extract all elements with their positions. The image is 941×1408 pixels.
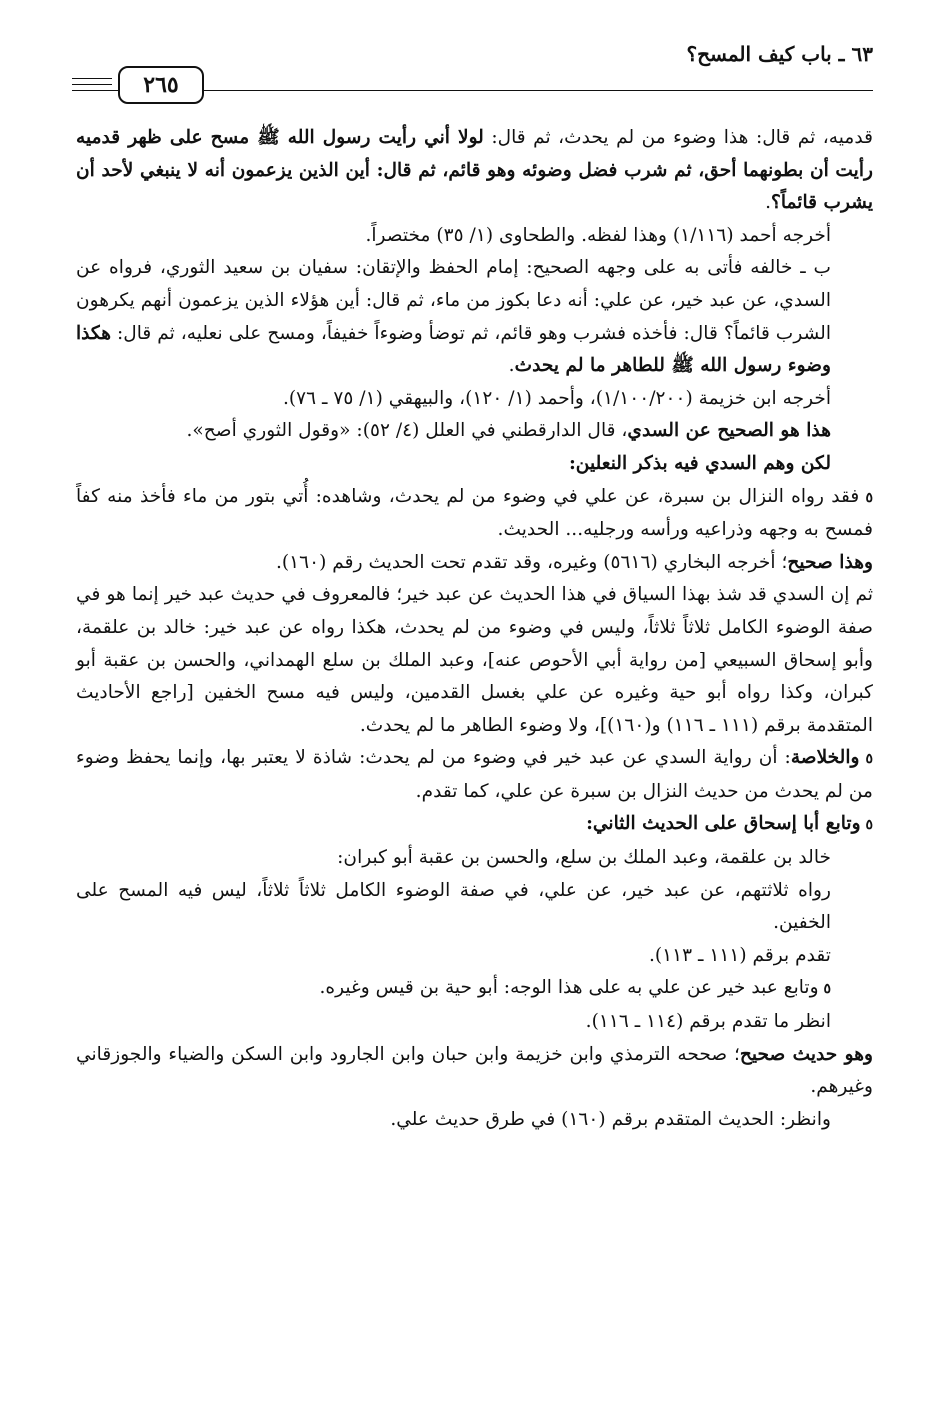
bold-text: وهذا صحيح bbox=[787, 551, 873, 573]
bullet-marker: ٥ bbox=[860, 817, 873, 834]
paragraph bbox=[76, 383, 873, 416]
text-run: ، قال الدارقطني في العلل (٤/ ٥٢): «وقول الثوري أصح». bbox=[186, 420, 628, 442]
paragraph bbox=[76, 842, 873, 875]
bold-text: لكن وهم السدي فيه بذكر النعلين: bbox=[568, 452, 831, 474]
bold-text: هذا هو الصحيح عن السدي bbox=[627, 420, 831, 442]
header-rule-left-top bbox=[72, 78, 112, 79]
paragraph bbox=[76, 448, 873, 481]
text-run: : أن رواية السدي عن عبد خير في وضوء من لم يحدث: شاذة لا يعتبر بها، وإنما يحفظ وضوء من لم يحدث من حديث النزال بن سبرة عن علي، كما تقدم. bbox=[76, 747, 873, 802]
paragraph bbox=[76, 579, 873, 742]
text-run: قدميه، ثم قال: هذا وضوء من لم يحدث، ثم قال: bbox=[483, 127, 873, 148]
bold-text: والخلاصة bbox=[790, 747, 860, 769]
paragraph bbox=[76, 808, 873, 842]
paragraph bbox=[76, 1006, 873, 1039]
paragraph bbox=[76, 1104, 873, 1137]
paragraph bbox=[76, 940, 873, 973]
bold-text: وتابع أبا إسحاق على الحديث الثاني: bbox=[586, 813, 861, 835]
bullet-marker: ٥ bbox=[859, 751, 874, 768]
page-number: ٢٦٥ bbox=[143, 72, 179, 98]
paragraph bbox=[76, 220, 873, 253]
text-run: ؛ أخرجه البخاري (٥٦١٦) وغيره، وقد تقدم تحت الحديث رقم (١٦٠). bbox=[276, 551, 788, 573]
text-run: أخرجه ابن خزيمة (١/١٠٠/٢٠٠)، وأحمد (١/ ١٢٠)، والبيهقي (١/ ٧٥ ـ ٧٦). bbox=[282, 387, 831, 409]
text-run: رواه ثلاثتهم، عن عبد خير، عن علي، في صفة الوضوء الكامل ثلاثاً ثلاثاً، ليس فيه المسح على الخفين. bbox=[76, 879, 831, 934]
text-run: تقدم برقم (١١١ ـ ١١٣). bbox=[648, 944, 831, 966]
paragraph bbox=[76, 875, 873, 940]
page-body bbox=[76, 122, 873, 1136]
page-number-badge bbox=[118, 66, 204, 104]
header-rule-left-mid bbox=[72, 84, 112, 85]
paragraph bbox=[76, 415, 873, 448]
paragraph bbox=[76, 742, 873, 808]
bold-text: هكذا وضوء رسول الله ﷺ للطاهر ما لم يحدث bbox=[76, 322, 831, 377]
chapter-title: ٦٣ ـ باب كيف المسح؟ bbox=[686, 42, 873, 66]
text-run: ؛ صححه الترمذي وابن خزيمة وابن حبان وابن الجارود وابن السكن والضياء والجوزقاني وغيرهم. bbox=[76, 1043, 873, 1098]
page-header bbox=[72, 40, 873, 110]
paragraph bbox=[76, 252, 873, 382]
text-run: خالد بن علقمة، وعبد الملك بن سلع، والحسن بن عقبة أبو كبران: bbox=[337, 847, 831, 869]
text-run: ثم إن السدي قد شذ بهذا السياق في هذا الحديث عن عبد خير؛ فالمعروف في حديث عبد خير إنما هو في صفة الوضوء الكامل ثلاثاً ثلاثاً، وليس في وضوء من لم يحدث، هكذا رواه عن عبد خير: خالد بن علقمة، وأبو إسحاق السبيعي [من رواية أبي الأحوص عنه]، وعبد الملك بن سلع الهمداني، والحسن بن عقبة أبو كبران، وكذا رواه أبو حية وغيره عن علي بغسل القدمين، وليس فيه مسح الخفين [راجع الأحاديث المتقدمة برقم (١١١ ـ ١١٦) و(١٦٠)]، ولا وضوء الطاهر ما لم يحدث. bbox=[76, 584, 873, 736]
bold-text: لولا أني رأيت رسول الله ﷺ مسح على ظهر قدميه رأيت أن بطونهما أحق، ثم شرب فضل وضوئه وهو قائم، ثم قال: أين الذين يزعمون أنه لا ينبغي لأحد أن يشرب قائماً؟ bbox=[76, 127, 873, 214]
text-run: فقد رواه النزال بن سبرة، عن علي في وضوء من لم يحدث، وشاهده: أُتي بتور من ماء فأخذ منه كفاً فمسح به وجهه وذراعيه ورأسه ورجليه... الحديث. bbox=[76, 485, 873, 541]
text-run: أخرجه أحمد (١/١١٦) وهذا لفظه. والطحاوى (١/ ٣٥) مختصراً. bbox=[365, 224, 831, 246]
text-run: وانظر: الحديث المتقدم برقم (١٦٠) في طرق حديث علي. bbox=[390, 1108, 831, 1130]
paragraph bbox=[76, 122, 873, 220]
text-run: انظر ما تقدم برقم (١١٤ ـ ١١٦). bbox=[585, 1011, 831, 1033]
paragraph bbox=[76, 481, 873, 547]
text-run: ب ـ خالفه فأتى به على وجهه الصحيح: إمام الحفظ والإتقان: سفيان بن سعيد الثوري، فرواه عن السدي، عن عبد خير، عن علي: أنه دعا بكوز من ماء، ثم قال: أين هؤلاء الذين يزعمون أنهم يكرهون الشرب قائماً؟ قال: فأخذه فشرب وهو قائم، ثم توضأ وضوءاً خفيفاً، ومسح على نعليه، ثم قال: bbox=[76, 257, 831, 344]
text-run: . bbox=[508, 355, 515, 377]
bullet-marker: ٥ bbox=[859, 489, 874, 506]
text-run: وتابع عبد خير عن علي به على هذا الوجه: أبو حية بن قيس وغيره. bbox=[319, 977, 819, 999]
bold-text: وهو حديث صحيح bbox=[739, 1043, 873, 1065]
paragraph bbox=[76, 547, 873, 580]
paragraph bbox=[76, 1039, 873, 1104]
text-run: . bbox=[765, 192, 771, 214]
paragraph bbox=[76, 972, 873, 1006]
bullet-marker: ٥ bbox=[818, 981, 831, 998]
